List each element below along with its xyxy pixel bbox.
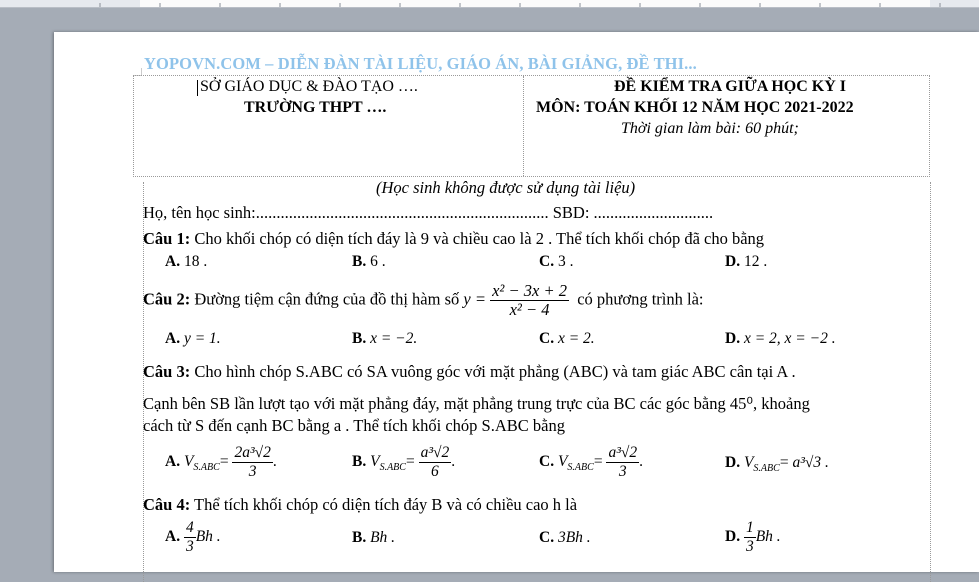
- q3-option-b: B. $V_{S.ABC}=$ $\frac{\text{a³√2}}{6}$ .: [352, 444, 456, 480]
- question-4-label: Câu 4:: [143, 495, 191, 514]
- exam-note: (Học sinh không được sử dụng tài liệu): [376, 178, 636, 197]
- q3-option-c: C. $V_{S.ABC}=$ $\frac{\text{a³√2}}{3}$ .: [539, 444, 643, 480]
- department-name: SỞ GIÁO DỤC & ĐÀO TẠO ….: [200, 78, 418, 95]
- question-1: [143, 229, 764, 249]
- school-name: TRƯỜNG THPT ….: [244, 99, 387, 116]
- q3-option-d: D. $V_{S.ABC}= a^3√3$ .: [725, 454, 829, 475]
- q4-option-a: A. $\frac{4}{3}$ Bh .: [165, 519, 221, 555]
- q1-option-c: C. 3 .: [539, 253, 574, 270]
- question-1-text: Cho khối chóp có diện tích đáy là 9 và chiều cao là 2 . Thể tích khối chóp đã cho bằng: [190, 229, 765, 248]
- question-2-tail: có phương trình là:: [577, 289, 704, 309]
- q4-option-d: D. $\frac{1}{3}$ Bh .: [725, 519, 781, 555]
- question-3-line-3: cách từ S đến cạnh BC bằng a . Thể tích khối chóp S.ABC bằng: [143, 416, 565, 435]
- question-1-label: Câu 1:: [143, 229, 191, 248]
- question-3-label: Câu 3:: [143, 362, 191, 381]
- question-3-line-2: Cạnh bên SB lần lượt tạo với mặt phẳng đáy, mặt phẳng trung trực của BC các góc bằng 45⁰, khoảng: [143, 394, 810, 413]
- q2-option-c: C. x = 2.: [539, 330, 595, 347]
- exam-subject: MÔN: TOÁN KHỐI 12 NĂM HỌC 2021-2022: [536, 99, 854, 116]
- student-info-line: Họ, tên học sinh:....................................................................... SBD: .............................: [143, 203, 714, 222]
- header-table[interactable]: [133, 75, 930, 177]
- q2-option-d: D. x = 2, x = −2 .: [725, 330, 836, 347]
- q1-option-b: B. 6 .: [352, 253, 386, 270]
- horizontal-ruler[interactable]: [0, 0, 979, 8]
- ruler-ticks: [0, 0, 979, 7]
- q2-option-b: B. x = −2.: [352, 330, 418, 347]
- text-cursor: [197, 80, 198, 96]
- q2-option-a: A. y = 1.: [165, 330, 221, 347]
- q4-option-b: B. Bh .: [352, 529, 396, 546]
- question-4: Câu 4: Thể tích khối chóp có diện tích đáy B và có chiều cao h là: [143, 495, 578, 514]
- question-2: [143, 282, 704, 319]
- document-page[interactable]: [54, 32, 979, 572]
- q4-option-c: C. 3Bh .: [539, 529, 591, 546]
- q3-option-a: A. $V_{S.ABC}=$ $\frac{\text{2a³√2}}{3}$ .: [165, 444, 277, 480]
- q1-option-d: D. 12 .: [725, 253, 768, 270]
- header-divider: [523, 76, 524, 176]
- q2-y-eq: y =: [463, 289, 486, 309]
- watermark-text: YOPOVN.COM – DIỄN ĐÀN TÀI LIỆU, GIÁO ÁN, BÀI GIẢNG, ĐỀ THI...: [144, 54, 697, 73]
- question-2-label: Câu 2:: [143, 289, 191, 309]
- q2-function-fraction: $\frac{\text{x² − 3x + 2}}{\text{x² − 4}}$: [492, 281, 567, 319]
- exam-title: ĐỀ KIỂM TRA GIỮA HỌC KỲ I: [614, 78, 847, 95]
- q1-option-a: A. 18 .: [165, 253, 208, 270]
- exam-duration: Thời gian làm bài: 60 phút;: [621, 120, 799, 137]
- question-3-line-1: Câu 3: Cho hình chóp S.ABC có SA vuông góc với mặt phẳng (ABC) và tam giác ABC cân tại A .: [143, 362, 796, 381]
- question-2-text: Đường tiệm cận đứng của đồ thị hàm số: [190, 289, 460, 309]
